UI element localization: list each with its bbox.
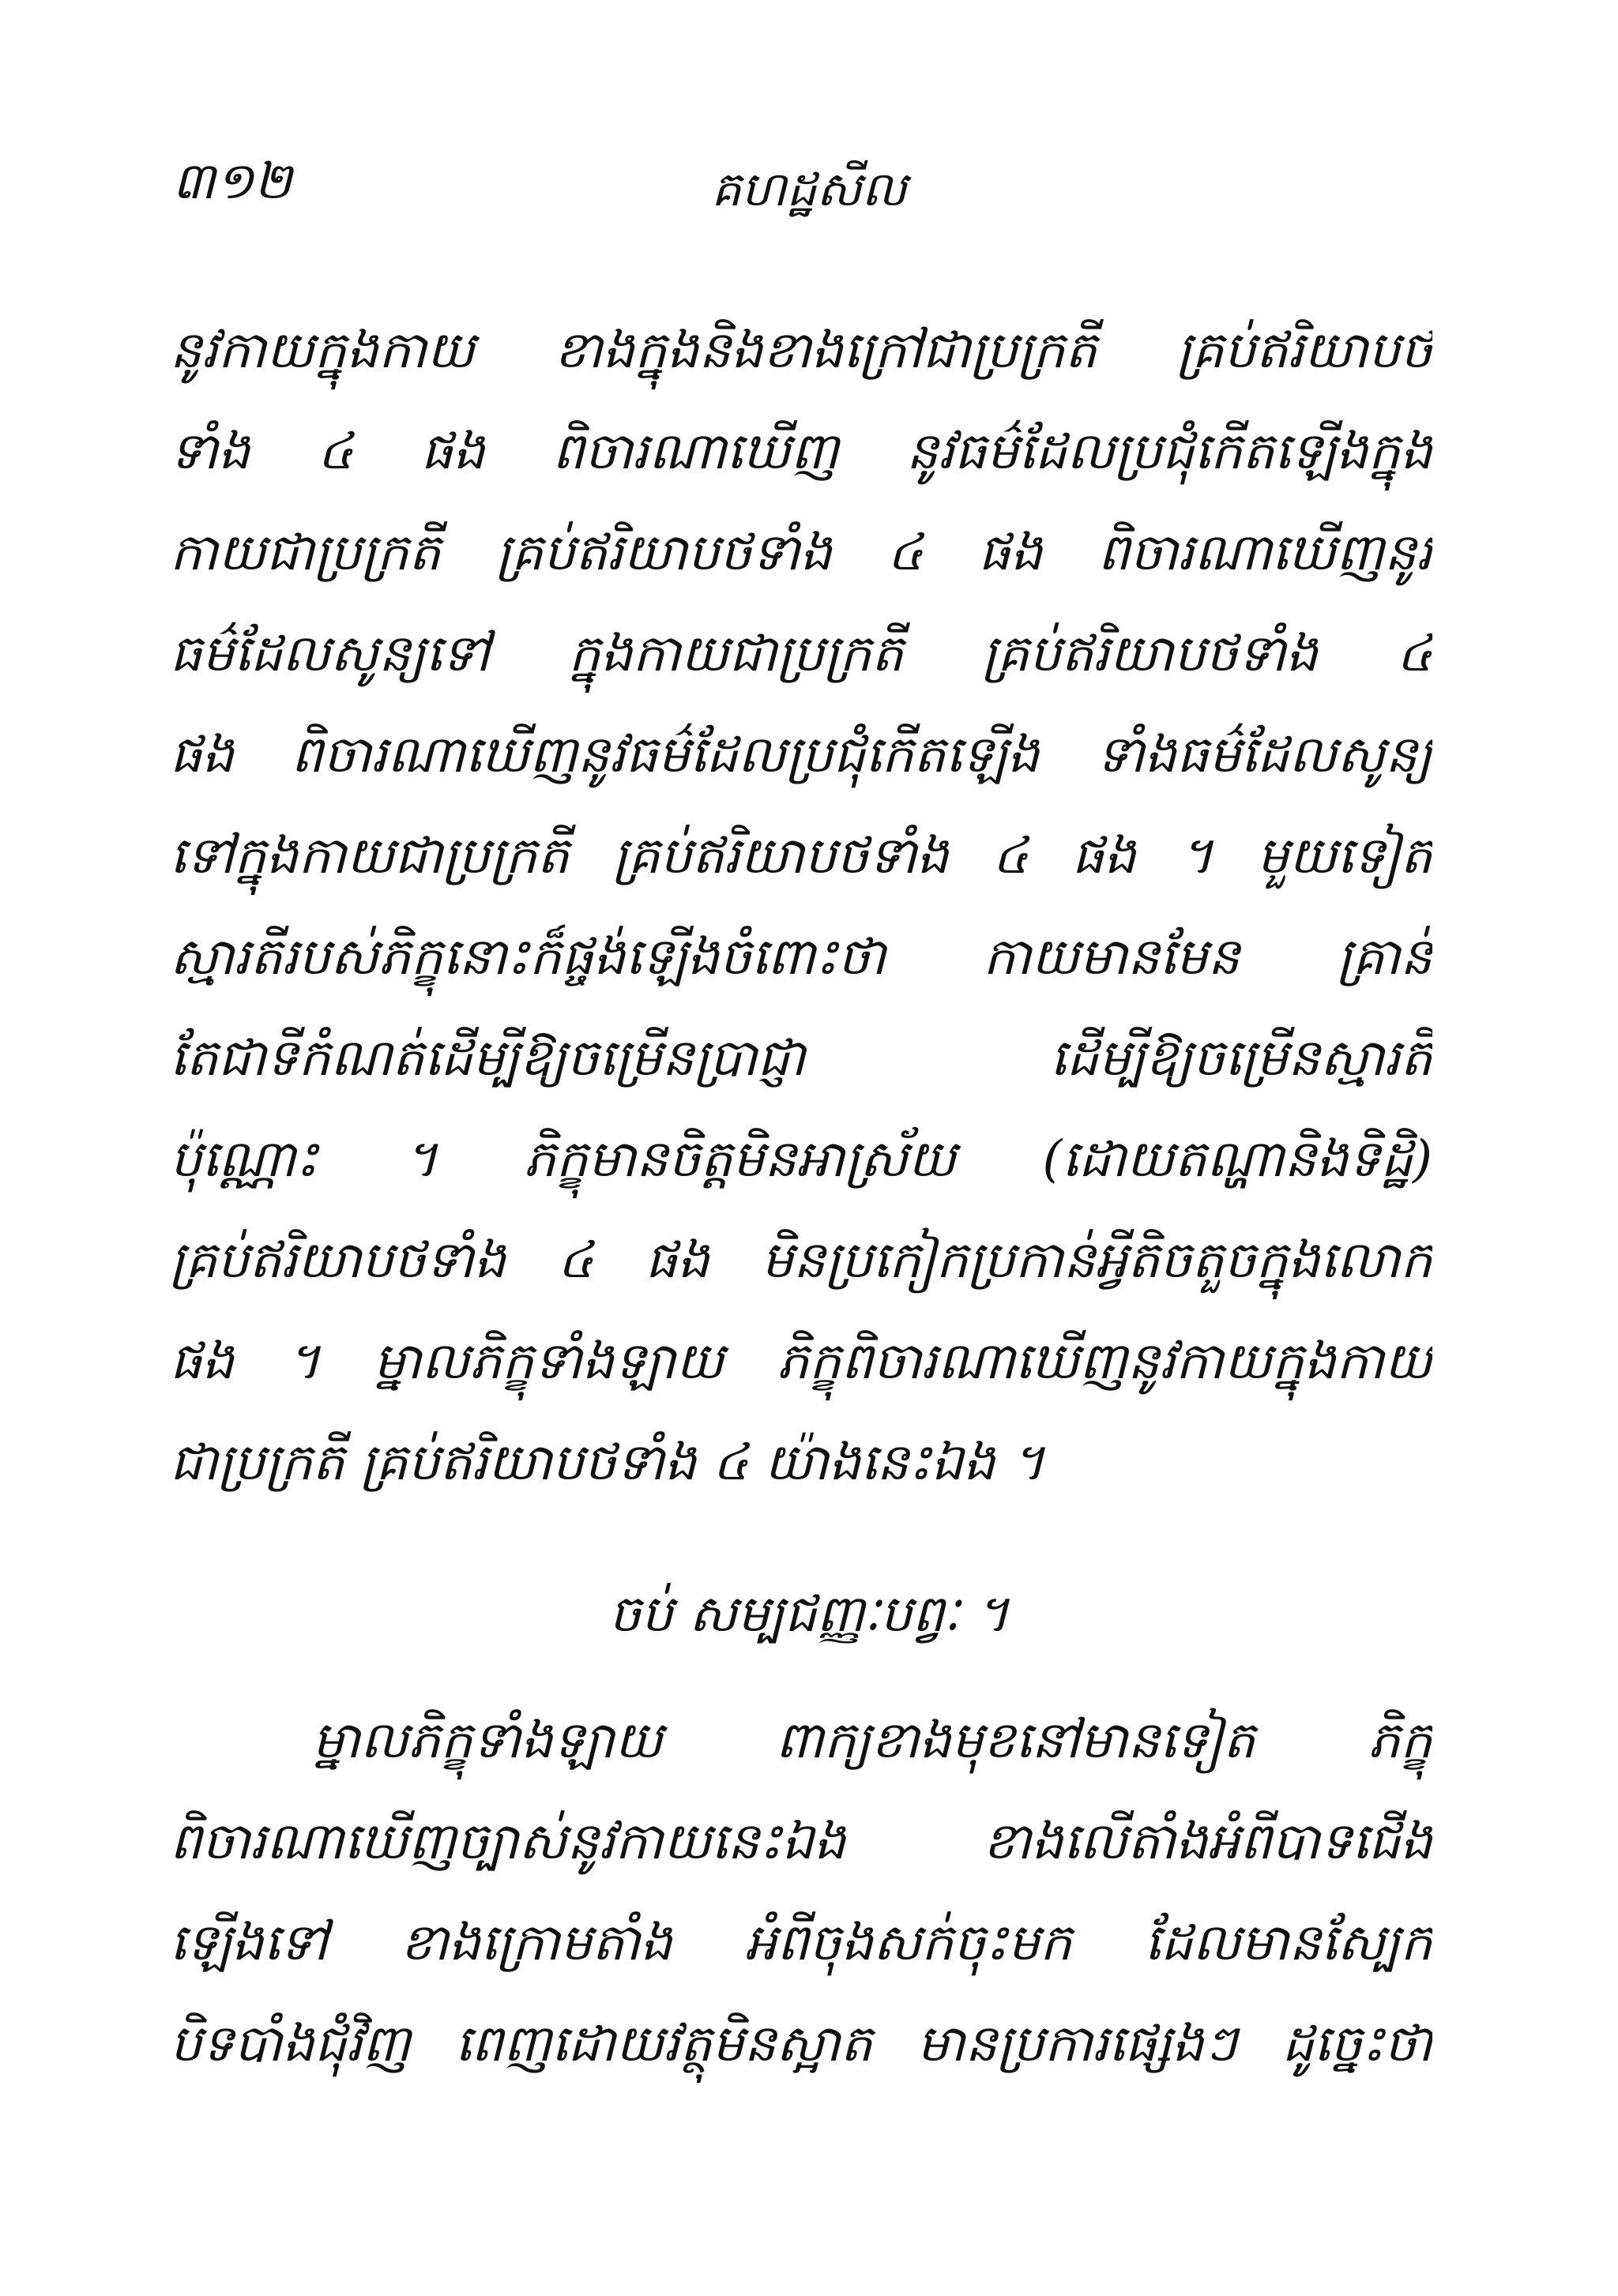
- text-line: នូវកាយក្នុងកាយ ខាងក្នុងនិងខាងក្រៅជាប្រក្រតី គ្រប់ឥរិយាបថ: [170, 321, 1432, 380]
- text-line: គ្រប់ឥរិយាបថទាំង ៤ ផង មិនប្រកៀកប្រកាន់អ្វីតិចតួចក្នុងលោក: [170, 1231, 1432, 1290]
- text-line: ពិចារណាឃើញច្បាស់នូវកាយនេះឯង ខាងលើតាំងអំពីបាទជើង: [170, 1813, 1432, 1871]
- section-end-heading: ចប់ សម្បជញ្ញៈបព្វៈ ។: [608, 1585, 1010, 1644]
- page-number: ៣១២: [172, 152, 292, 211]
- text-line: កាយជាប្រក្រតី គ្រប់ឥរិយាបថទាំង ៤ ផង ពិចារណាឃើញនូវ: [170, 524, 1432, 582]
- text-line: បិទបាំងជុំវិញ ពេញដោយវត្ថុមិនស្អាត មានប្រការផ្សេងៗ ដូច្នេះថា: [170, 2015, 1432, 2073]
- text-line: ជាប្រក្រតី គ្រប់ឥរិយាបថទាំង ៤ យ៉ាងនេះឯង ។: [170, 1434, 1045, 1492]
- text-line: ស្មារតីរបស់ភិក្ខុនោះក៏ផ្ចង់ឡើងចំពោះថា កាយមានមែន គ្រាន់: [170, 928, 1432, 986]
- text-line: ទៅក្នុងកាយជាប្រក្រតី គ្រប់ឥរិយាបថទាំង ៤ ផង ។ មួយទៀត: [170, 827, 1432, 885]
- running-title: គហដ្ឋសីល: [711, 162, 907, 217]
- text-line: ម្នាលភិក្ខុទាំងឡាយ ពាក្យខាងមុខនៅមានទៀត ភិក្ខុ: [312, 1712, 1432, 1770]
- text-line: ផង ។ ម្នាលភិក្ខុទាំងឡាយ ភិក្ខុពិចារណាឃើញនូវកាយក្នុងកាយ: [170, 1332, 1432, 1391]
- text-line: ផង ពិចារណាឃើញនូវធម៌ដែលប្រជុំកើតឡើង ទាំងធម៌ដែលសូន្យ: [170, 726, 1432, 784]
- text-line: ធម៌ដែលសូន្យទៅ ក្នុងកាយជាប្រក្រតី គ្រប់ឥរិយាបថទាំង ៤: [170, 625, 1432, 683]
- paragraph-2: [170, 1690, 1432, 2095]
- text-line: ទាំង ៤ ផង ពិចារណាឃើញ នូវធម៌ដែលប្រជុំកើតឡើងក្នុង: [170, 423, 1432, 481]
- text-line: ឡើងទៅ ខាងក្រោមតាំង អំពីចុងសក់ចុះមក ដែលមានស្បែក: [170, 1914, 1432, 1972]
- paragraph-1: [170, 300, 1432, 1513]
- text-line: តែជាទីកំណត់ដើម្បីឱ្យចម្រើនប្រាជ្ញា ដើម្បីឱ្យចម្រើនស្មារតី: [170, 1029, 1432, 1088]
- text-line: ប៉ុណ្ណោះ ។ ភិក្ខុមានចិត្តមិនអាស្រ័យ (ដោយតណ្ហានិងទិដ្ឋិ): [170, 1130, 1432, 1189]
